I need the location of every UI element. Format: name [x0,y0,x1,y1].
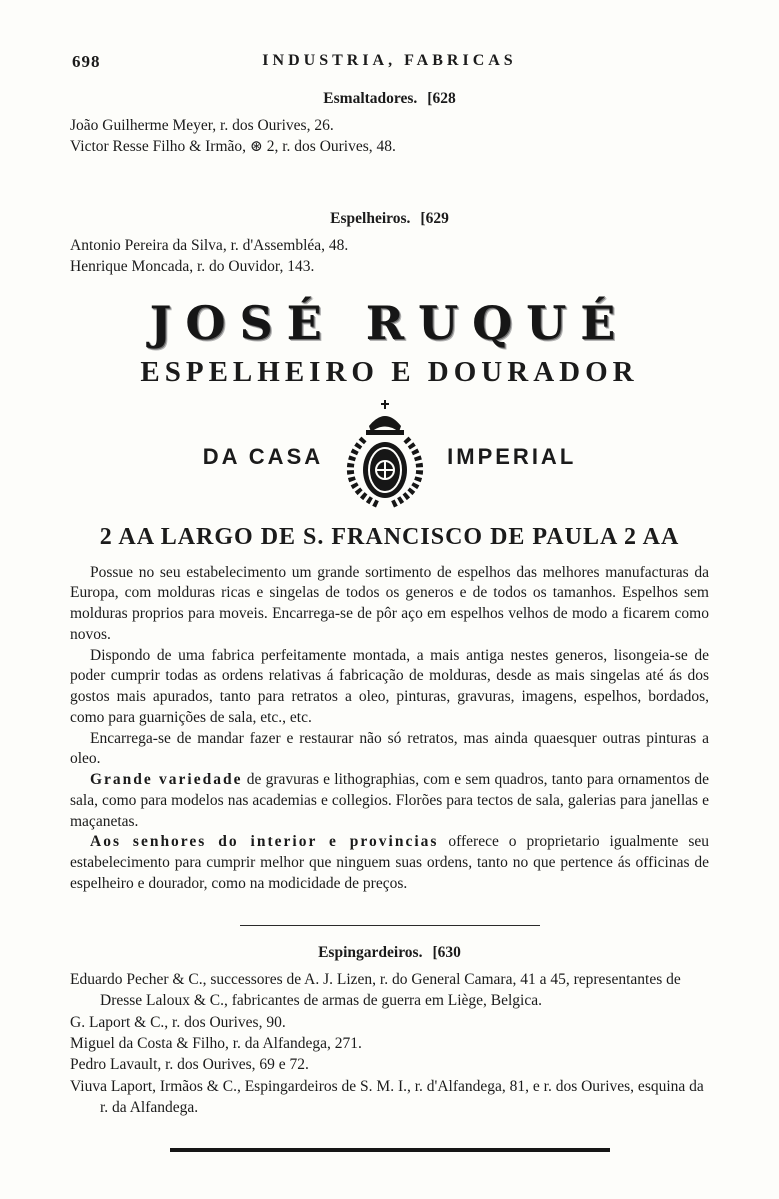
section-heading-esmaltadores [70,90,709,108]
page-bottom-rule [170,1148,610,1152]
advertisement-jose-ruque [70,296,709,895]
casa-label-right: IMPERIAL [447,444,577,469]
list-item: G. Laport & C., r. dos Ourives, 90. [70,1013,286,1031]
page-header [70,52,709,76]
paragraph-lead: Grande variedade [90,771,243,789]
ad-paragraph: Encarrega-se de mandar fazer e restaurar não só retratos, mas ainda quaesquer outras pinturas a oleo. [70,729,709,768]
list-item: Victor Resse Filho & Irmão, ⊛ 2, r. dos Ourives, 48. [70,138,396,156]
section-title: Esmaltadores. [323,90,418,107]
section-ref: [629 [420,209,449,227]
ad-subtitle: ESPELHEIRO E DOURADOR [140,355,639,388]
list-item: Henrique Moncada, r. do Ouvidor, 143. [70,258,315,276]
page-number: 698 [72,52,101,71]
entry-list-espelheiros [70,235,709,278]
list-item: Viuva Laport, Irmãos & C., Espingardeiros de S. M. I., r. d'Alfandega, 81, e r. dos Ourives, esquina da r. da Alfandega. [70,1077,704,1116]
list-item: Antonio Pereira da Silva, r. d'Assembléa, 48. [70,236,349,254]
paragraph-rest: de gravuras e lithographias, com e sem quadros, tanto para ornamentos de sala, como para modelos nas academias e collegios. Florões para tectos de sala, galerias para janellas e maçanetas. [70,771,709,830]
paragraph-rest: offerece o proprietario igualmente seu estabelecimento para cumprir melhor que ninguem suas ordens, tanto no que pertence ás officinas de espelheiro e dourador, como na modicidade de preços. [70,833,709,892]
ad-paragraph [70,832,709,894]
section-title: Espingardeiros. [318,943,423,961]
ad-paragraph [70,770,709,832]
ad-paragraph: Possue no seu estabelecimento um grande sortimento de espelhos das melhores manufacturas da Europa, com molduras ricas e singelas de todos os generos e de todos os tamanhos. Espelhos sem molduras proprios para moveis. Encarrega-se de pôr aço em espelhos velhos de modo a ficarem como novos. [70,563,709,643]
list-item: Miguel da Costa & Filho, r. da Alfandega, 271. [70,1034,362,1052]
ad-address: 2 AA LARGO DE S. FRANCISCO DE PAULA 2 AA [99,523,680,550]
section-heading-espelheiros [70,210,709,228]
casa-label-left: DA CASA [202,444,324,469]
section-ref: [630 [432,943,461,961]
list-item: João Guilherme Meyer, r. dos Ourives, 26. [70,117,334,134]
section-heading-espingardeiros [70,944,709,962]
running-title: INDUSTRIA, FABRICAS [262,52,517,69]
list-item: Pedro Lavault, r. dos Ourives, 69 e 72. [70,1056,309,1074]
ad-paragraph: Dispondo de uma fabrica perfeitamente montada, a mais antiga nestes generos, lisongeia-se de poder cumprir todas as ordens relativas á fabricação de molduras, desde as mais singelas até ás dos gostos mais apurados, tanto para retratos a oleo, pinturas, gravuras, imagens, espelhos, bordados, como para guarnições de sala, etc., etc. [70,646,709,726]
section-divider [240,925,540,926]
spacer [70,158,709,202]
entry-list-espingardeiros [70,969,709,1119]
paragraph-lead: Aos senhores do interior e provincias [90,833,439,851]
imperial-crest-icon [339,399,431,516]
entry-list-esmaltadores [70,115,709,158]
section-title: Espelheiros. [330,209,411,227]
section-ref: [628 [427,90,456,107]
ad-body-text [70,563,709,895]
imperial-house-line [70,399,709,516]
list-item: Eduardo Pecher & C., successores de A. J. Lizen, r. do General Camara, 41 a 45, representantes de Dresse Laloux & C., fabricantes de armas de guerra em Liège, Belgica. [70,970,681,1010]
ad-title: JOSÉ RUQUÉ [149,295,630,350]
